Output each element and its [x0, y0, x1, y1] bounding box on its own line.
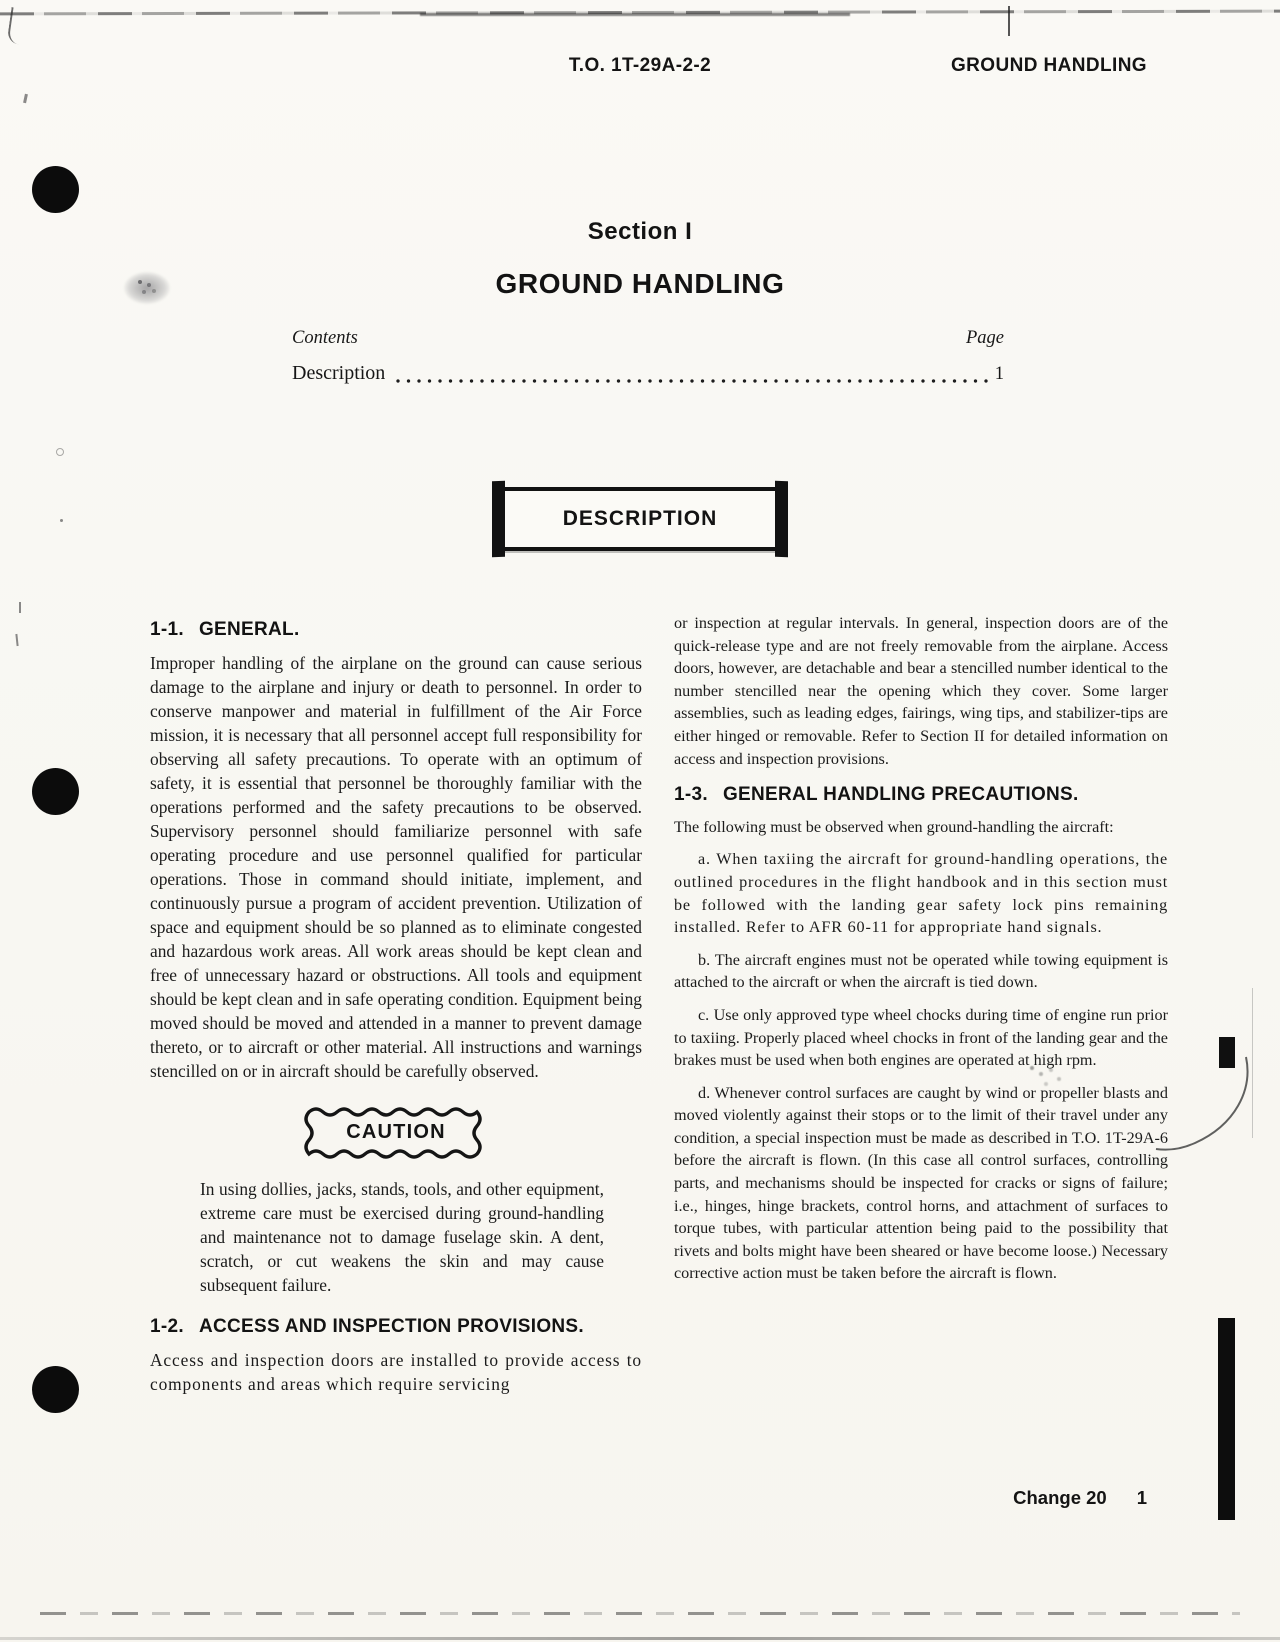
- heading-number: 1-3.: [674, 784, 708, 806]
- change-bar: [1218, 1318, 1235, 1520]
- heading-1-1: [150, 618, 642, 642]
- heading-1-3: [674, 784, 1168, 807]
- contents-heading: Contents: [292, 328, 358, 348]
- paragraph-continued: or inspection at regular intervals. In general, inspection doors are of the quick-release type and are not freely removable from the airplane. Access doors, however, are detachable and bear a stencilled number identical to the number stencilled near the opening which they cover. Some larger assemblies, such as leading edges, fairings, wing tips, and stabilizer-tips are either hinged or removable. Refer to Section II for detailed information on access and inspection provisions.: [674, 614, 1168, 768]
- binder-hole-mark: [32, 166, 79, 213]
- item-letter: c.: [698, 1005, 710, 1024]
- scan-scratch-bottom: [40, 1612, 1240, 1615]
- margin-mark: [23, 94, 28, 103]
- page-footer: [1013, 1487, 1147, 1509]
- heading-1-2: [150, 1315, 642, 1339]
- contents-block: [292, 328, 1004, 385]
- item-letter: b.: [698, 950, 711, 969]
- item-text: Whenever control surfaces are caught by wind or propeller blasts and moved violently against their stops or to the limit of their travel under any condition, a special inspection must be made as described in T.O. 1T-29A-6 before the aircraft is flown. (In this case all control surfaces, controlling parts, and mechanisms should be inspected for cracks or signs of failure; i.e., hinges, hinge brackets, control horns, and attachment of surfaces to torque tubes, with particular attention being paid to the possibility that rivets and bolts might have been sheared or have become loose.) Necessary corrective action must be taken before the aircraft is flown.: [674, 1083, 1168, 1283]
- change-label: Change 20: [1013, 1487, 1107, 1508]
- paragraph-general: Improper handling of the airplane on the ground can cause serious damage to the airplane and injury or death to personnel. In order to conserve manpower and material in fulfillment of the Air Force mission, it is necessary that all personnel accept full responsibility for observing all safety precautions. To operate with an optimum of safety, it is essential that personnel be thoroughly familiar with the operations performed and the safety precautions to be observed. Supervisory personnel should familiarize personnel with safe operating procedure and use personnel qualified for particular operations. Those in command should initiate, implement, and continuously pursue a program of accident prevention. Utilization of space and equipment should be so planned as to eliminate congested and hazardous work areas. All work areas should be kept clean and free of unnecessary hazard or obstructions. All tools and equipment should be kept clean and in safe operating condition. Equipment being moved should be moved and attended in a manner to prevent damage thereto, or to aircraft or other material. All instructions and warnings stencilled on or in aircraft should be carefully observed.: [150, 653, 642, 1081]
- left-column: [150, 612, 642, 1406]
- description-banner-box: [497, 487, 784, 551]
- contents-header-row: [292, 328, 1004, 349]
- paragraph-access: Access and inspection doors are installed to provide access to components and areas which require servicing: [150, 1350, 642, 1394]
- heading-title: GENERAL HANDLING PRECAUTIONS.: [722, 784, 1079, 806]
- scan-scratch-top-dark: [420, 13, 850, 16]
- caution-label: CAUTION: [346, 1121, 446, 1143]
- right-column: [674, 612, 1168, 1406]
- item-text: The aircraft engines must not be operated while towing equipment is attached to the aircraft or when the aircraft is tied down.: [674, 950, 1168, 992]
- margin-mark: [56, 448, 64, 456]
- description-banner: [0, 487, 1280, 551]
- margin-mark: [19, 602, 21, 613]
- heading-title: GENERAL.: [198, 619, 300, 640]
- section-label: Section I: [587, 218, 693, 245]
- page-header: [0, 55, 1280, 81]
- heading-title: ACCESS AND INSPECTION PROVISIONS.: [198, 1316, 584, 1337]
- technical-order-number: T.O. 1T-29A-2-2: [568, 55, 712, 76]
- list-item-b: [674, 949, 1168, 994]
- heading-number: 1-1.: [150, 619, 184, 640]
- list-item-c: [674, 1004, 1168, 1072]
- toc-entry-page: 1: [994, 364, 1004, 384]
- margin-mark: [15, 634, 18, 646]
- two-column-text: [150, 612, 1168, 1406]
- paragraph-precautions-intro: The following must be observed when ground-handling the aircraft:: [674, 817, 1114, 836]
- caution-paragraph: In using dollies, jacks, stands, tools, and other equipment, extreme care must be exercised during ground-handling and maintenance not to damage fuselage skin. A dent, scratch, or cut weakens the skin and may cause subsequent failure.: [200, 1179, 604, 1295]
- section-heading: [0, 218, 1280, 300]
- heading-number: 1-2.: [150, 1316, 184, 1337]
- item-letter: a.: [698, 850, 711, 869]
- item-text: When taxiing the aircraft for ground-handling operations, the outlined procedures in the flight handbook and in this section must be followed with the landing gear safety lock pins remaining installed. Refer to AFR 60-11 for appropriate hand signals.: [674, 850, 1168, 937]
- scan-corner-curl: [7, 7, 28, 45]
- caution-box: [300, 1103, 492, 1161]
- header-doc-title: GROUND HANDLING: [951, 55, 1147, 76]
- page-heading: Page: [965, 328, 1004, 348]
- item-text: Use only approved type wheel chocks during time of engine run prior to taxiing. Properly placed wheel chocks in front of the landing gear and the brakes must be used when both engines are operated at high rpm.: [674, 1005, 1168, 1070]
- scan-tick-mark: [1008, 6, 1010, 36]
- description-banner-label: DESCRIPTION: [562, 507, 718, 530]
- list-item-a: [674, 848, 1168, 938]
- page-number: 1: [1136, 1487, 1147, 1508]
- toc-dot-leader: [395, 371, 988, 385]
- list-item-d: [674, 1082, 1168, 1285]
- toc-entry: [292, 362, 1004, 385]
- binder-hole-mark: [32, 1366, 79, 1413]
- binder-hole-mark: [32, 768, 79, 815]
- item-letter: d.: [698, 1083, 711, 1102]
- scan-scratch-bottom-faint: [0, 1637, 1280, 1640]
- section-title: GROUND HANDLING: [495, 268, 785, 299]
- toc-entry-title: Description: [292, 362, 386, 384]
